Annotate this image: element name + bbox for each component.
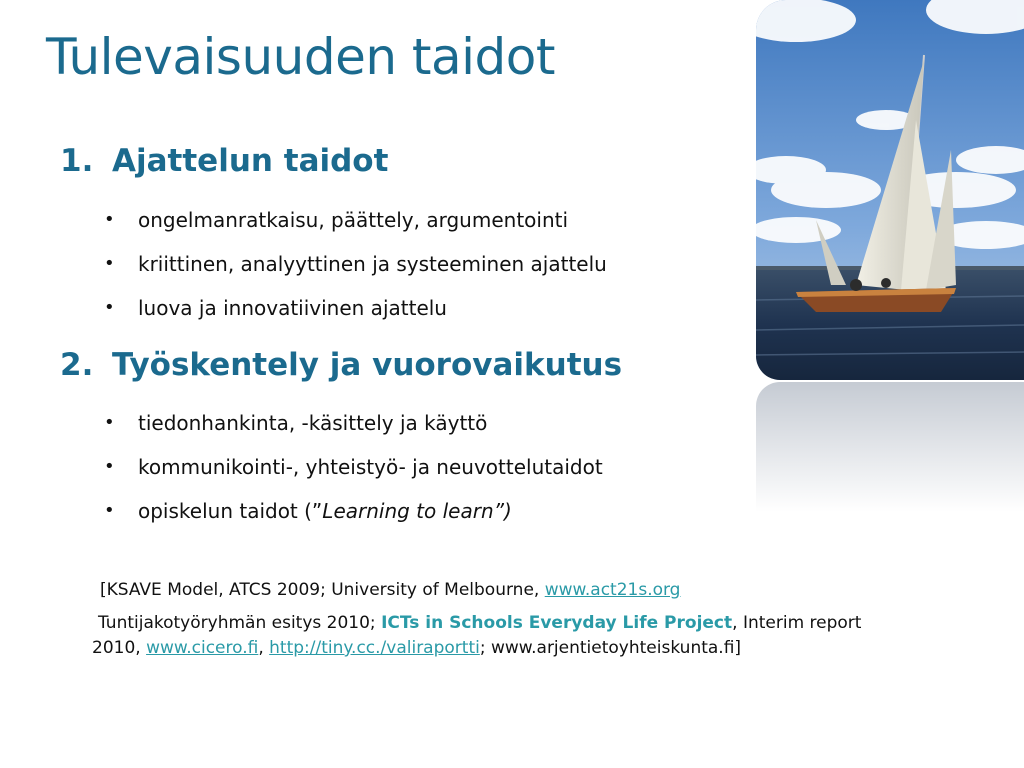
section-number: 1.: [60, 143, 94, 179]
bullet-icon: •: [104, 253, 115, 274]
section-heading-1: [60, 143, 388, 179]
section-number: 2.: [60, 347, 94, 383]
bullet-list-1: [104, 209, 607, 341]
references: [92, 578, 892, 661]
section-title: Työskentely ja vuorovaikutus: [112, 347, 623, 383]
slide-title: Tulevaisuuden taidot: [46, 28, 555, 86]
list-item-text: ongelmanratkaisu, päättely, argumentointi: [138, 208, 569, 232]
link-cicero[interactable]: www.cicero.fi: [146, 638, 259, 658]
reference-line-3: [92, 636, 892, 661]
bullet-icon: •: [104, 456, 115, 477]
list-item-italic: Learning to learn”): [322, 499, 512, 523]
photo-reflection: [756, 382, 1024, 512]
sailboat-photo: [756, 0, 1024, 380]
list-item: [104, 253, 607, 297]
list-item-text: tiedonhankinta, -käsittely ja käyttö: [138, 411, 488, 435]
list-item: [104, 500, 603, 544]
link-valiraportti[interactable]: http://tiny.cc./valiraportti: [269, 638, 480, 658]
list-item-text: luova ja innovatiivinen ajattelu: [138, 296, 447, 320]
list-item-text: opiskelun taidot (”: [138, 499, 323, 523]
reference-text: ; www.arjentietoyhteiskunta.fi]: [479, 638, 742, 658]
reference-text: 2010,: [92, 638, 147, 658]
reference-separator: ,: [258, 638, 270, 658]
bullet-icon: •: [104, 297, 115, 318]
list-item: [104, 412, 603, 456]
reference-text: Tuntijakotyöryhmän esitys 2010;: [98, 613, 382, 633]
reference-line-2: [92, 611, 892, 636]
reference-line-1: [92, 578, 892, 603]
bullet-icon: •: [104, 412, 115, 433]
list-item: [104, 456, 603, 500]
list-item: [104, 209, 607, 253]
bullet-icon: •: [104, 500, 115, 521]
list-item: [104, 297, 607, 341]
project-name: ICTs in Schools Everyday Life Project: [381, 613, 733, 633]
reference-text: , Interim report: [732, 613, 862, 633]
list-item-text: kriittinen, analyyttinen ja systeeminen ajattelu: [138, 252, 607, 276]
link-act21s[interactable]: www.act21s.org: [544, 580, 681, 600]
list-item-text: kommunikointi-, yhteistyö- ja neuvottelutaidot: [138, 455, 603, 479]
reference-text: [KSAVE Model, ATCS 2009; University of Melbourne,: [100, 580, 545, 600]
section-title: Ajattelun taidot: [112, 143, 389, 179]
bullet-list-2: [104, 412, 603, 544]
bullet-icon: •: [104, 209, 115, 230]
section-heading-2: [60, 347, 622, 383]
